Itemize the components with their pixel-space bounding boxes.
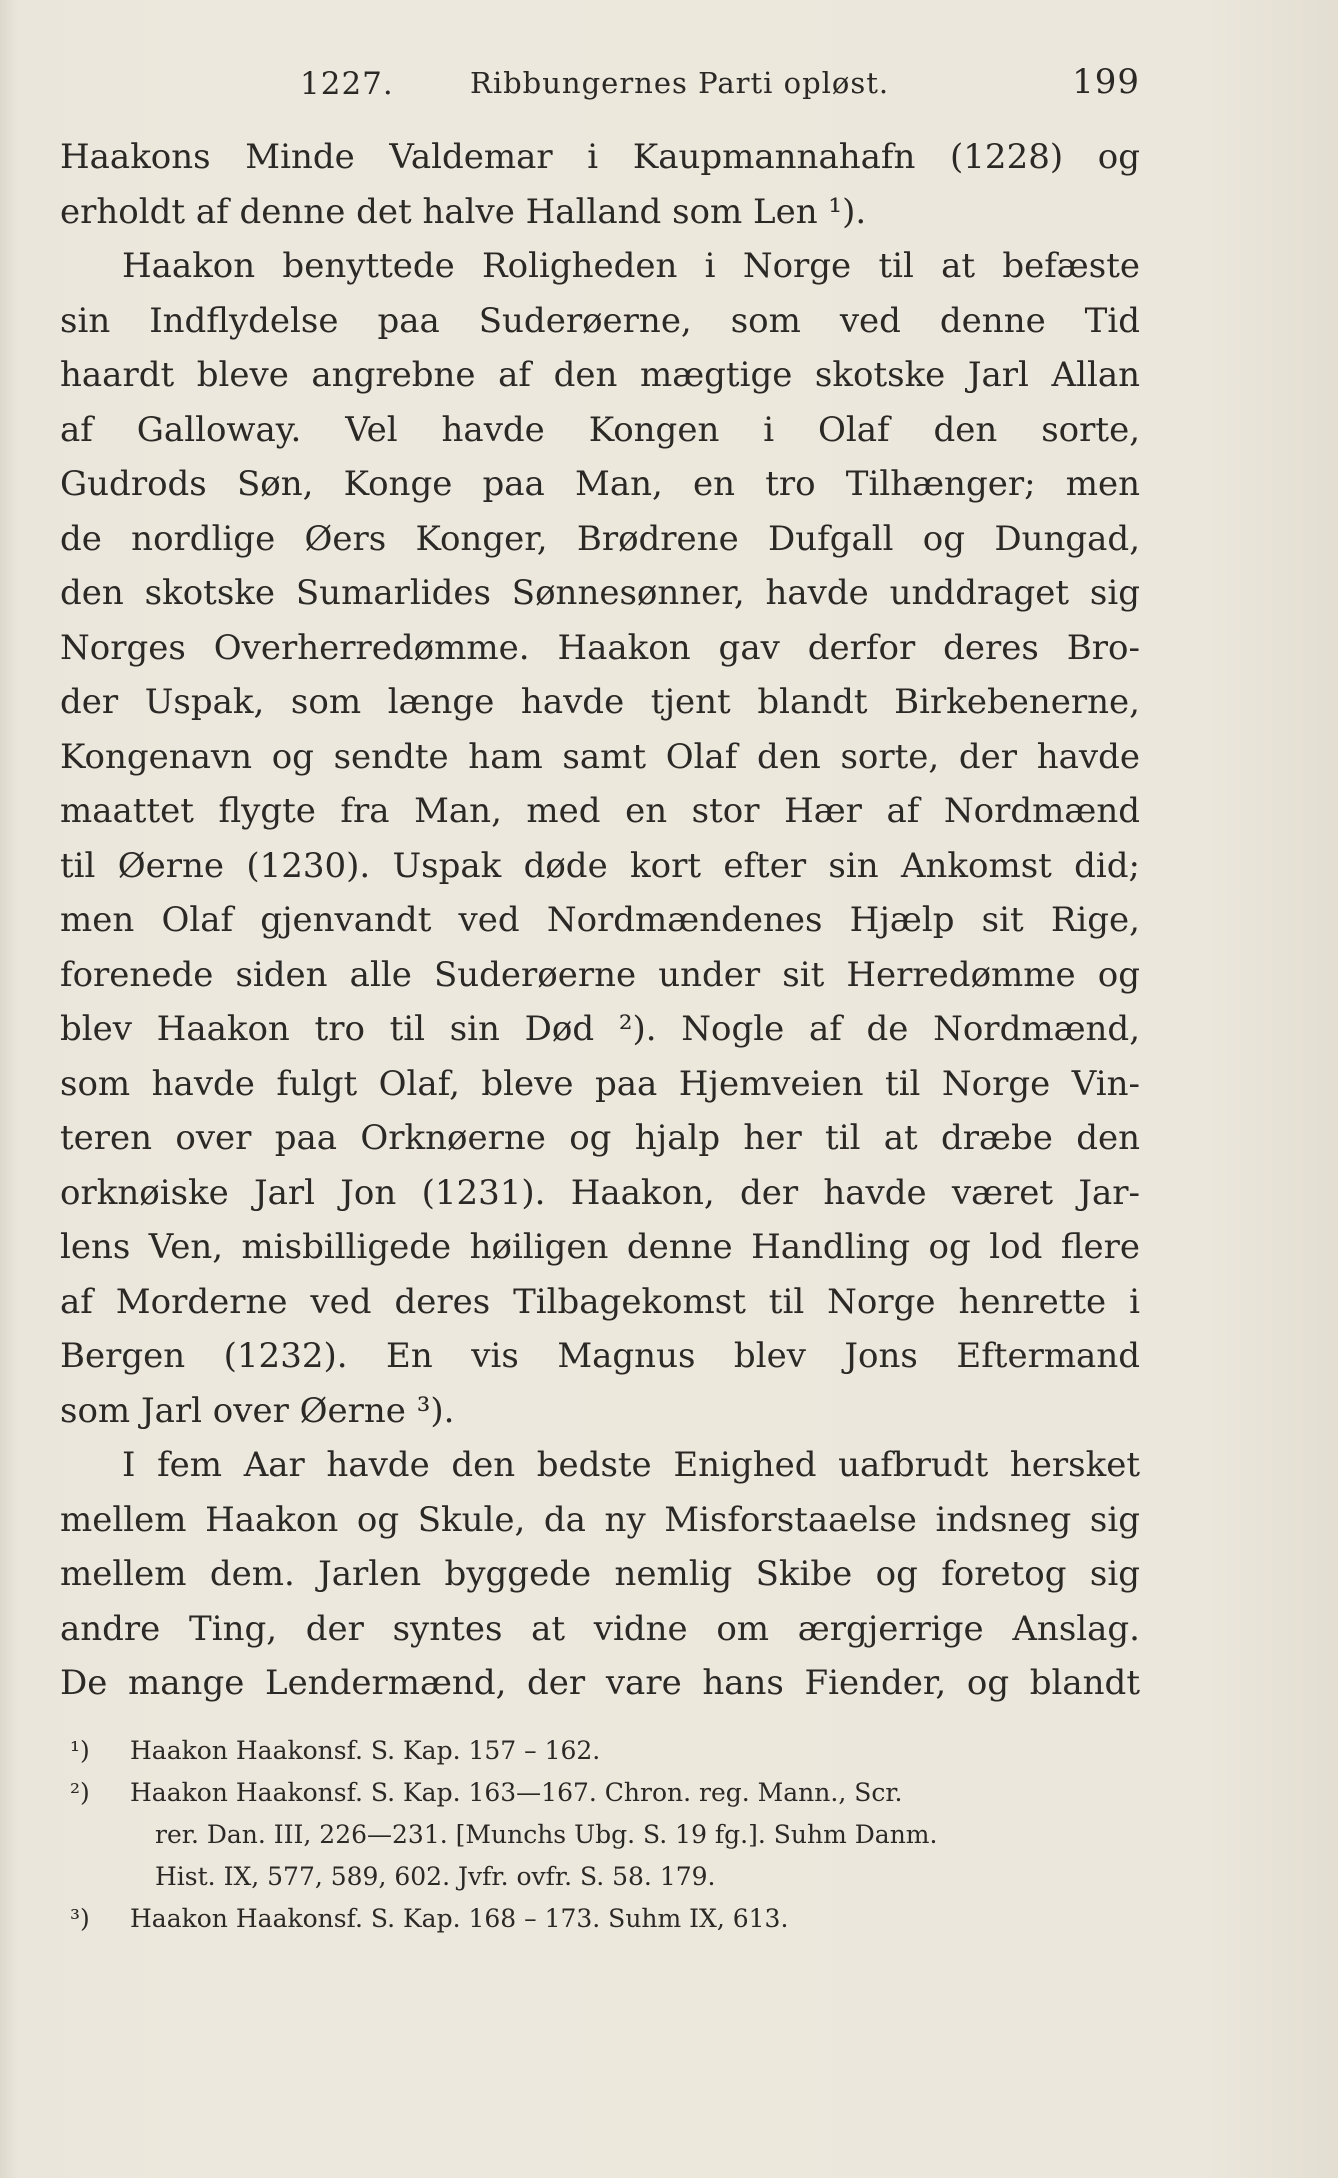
text-line: som Jarl over Øerne ³). <box>60 1390 455 1431</box>
text-line: erholdt af denne det halve Halland som Len ¹). <box>60 191 867 232</box>
body-text <box>60 130 1140 1711</box>
footnote-marker: ¹) <box>70 1736 90 1765</box>
footnote-line <box>60 1898 1140 1940</box>
page-number: 199 <box>1072 62 1140 102</box>
header-title: Ribbungernes Parti opløst. <box>470 66 890 100</box>
text-line: men Olaf gjenvandt ved Nordmændenes Hjælp sit Rige, <box>60 900 1140 940</box>
text-line: haardt bleve angrebne af den mægtige skotske Jarl Allan <box>60 355 1140 395</box>
text-line: sin Indflydelse paa Suderøerne, som ved denne Tid <box>60 300 1140 341</box>
footnote-line <box>60 1772 1140 1814</box>
text-line: mellem dem. Jarlen byggede nemlig Skibe og foretog sig <box>60 1554 1140 1594</box>
text-line: mellem Haakon og Skule, da ny Misforstaaelse indsneg sig <box>60 1499 1140 1540</box>
text-line: den skotske Sumarlides Sønnesønner, havde unddraget sig <box>60 573 1140 613</box>
text-line: af Morderne ved deres Tilbagekomst til Norge henrette i <box>60 1281 1140 1322</box>
text-line: Norges Overherredømme. Haakon gav derfor deres Bro- <box>60 627 1140 668</box>
running-header <box>60 62 1140 106</box>
text-line: lens Ven, misbilligede høiligen denne Handling og lod flere <box>60 1227 1140 1267</box>
text-line: maattet flygte fra Man, med en stor Hær af Nordmænd <box>60 791 1140 831</box>
text-line: Bergen (1232). En vis Magnus blev Jons Eftermand <box>60 1336 1140 1376</box>
text-line: Kongenavn og sendte ham samt Olaf den sorte, der havde <box>60 736 1140 777</box>
footnote-text: Hist. IX, 577, 589, 602. Jvfr. ovfr. S. 58. 179. <box>155 1862 716 1891</box>
text-line: til Øerne (1230). Uspak døde kort efter sin Ankomst did; <box>60 845 1140 886</box>
text-line: De mange Lendermænd, der vare hans Fiender, og blandt <box>60 1663 1140 1703</box>
text-line: Haakons Minde Valdemar i Kaupmannahafn (1228) og <box>60 137 1140 177</box>
footnote-line <box>60 1730 1140 1772</box>
footnote-marker: ²) <box>70 1778 90 1807</box>
text-line: andre Ting, der syntes at vidne om ærgjerrige Anslag. <box>60 1608 1140 1649</box>
header-year: 1227. <box>300 66 394 102</box>
text-line: teren over paa Orknøerne og hjalp her til at dræbe den <box>60 1118 1140 1158</box>
text-line: der Uspak, som længe havde tjent blandt Birkebenerne, <box>60 682 1140 722</box>
text-line: forenede siden alle Suderøerne under sit Herredømme og <box>60 954 1140 995</box>
text-line: blev Haakon tro til sin Død ²). Nogle af de Nordmænd, <box>60 1009 1140 1049</box>
footnote-text: rer. Dan. III, 226—231. [Munchs Ubg. S. 19 fg.]. Suhm Danm. <box>155 1820 938 1849</box>
text-line: de nordlige Øers Konger, Brødrene Dufgall og Dungad, <box>60 518 1140 559</box>
text-line: Gudrods Søn, Konge paa Man, en tro Tilhænger; men <box>60 464 1140 504</box>
text-line: orknøiske Jarl Jon (1231). Haakon, der havde været Jar- <box>60 1172 1140 1213</box>
text-line: Haakon benyttede Roligheden i Norge til at befæste <box>122 246 1140 286</box>
footnote-text: Haakon Haakonsf. S. Kap. 157 – 162. <box>130 1736 601 1765</box>
footnote-text: Haakon Haakonsf. S. Kap. 163—167. Chron. reg. Mann., Scr. <box>130 1778 903 1807</box>
footnote-marker: ³) <box>70 1904 90 1933</box>
footnote-line <box>60 1814 1140 1856</box>
footnote-line <box>60 1856 1140 1898</box>
footnote-text: Haakon Haakonsf. S. Kap. 168 – 173. Suhm IX, 613. <box>130 1904 789 1933</box>
text-line: som havde fulgt Olaf, bleve paa Hjemveien til Norge Vin- <box>60 1063 1140 1104</box>
footnotes <box>60 1730 1140 1940</box>
text-line: af Galloway. Vel havde Kongen i Olaf den sorte, <box>60 409 1140 450</box>
text-line: I fem Aar havde den bedste Enighed uafbrudt hersket <box>122 1445 1140 1485</box>
